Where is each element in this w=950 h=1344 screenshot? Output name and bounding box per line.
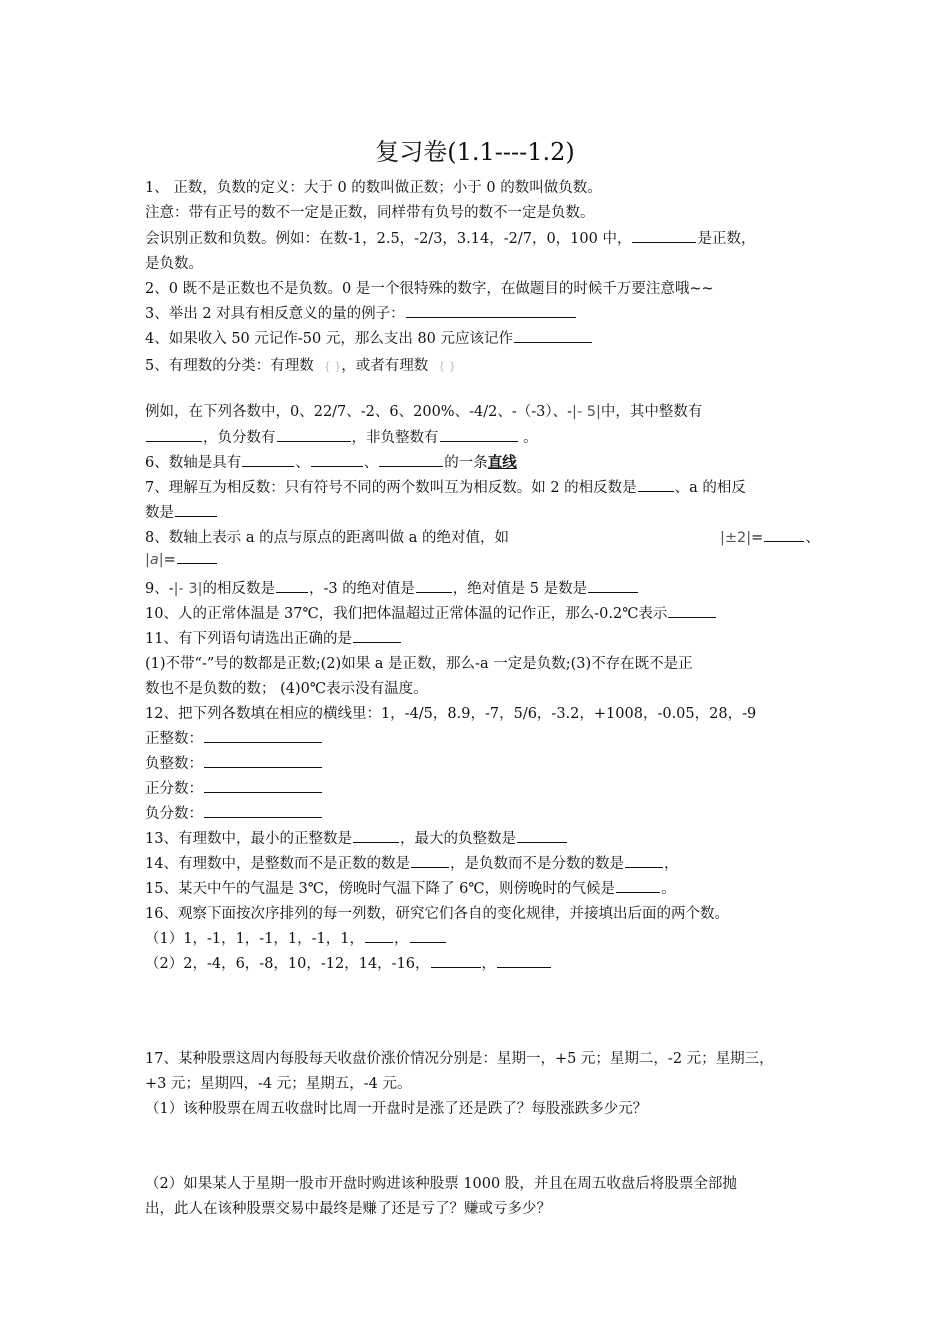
q12-row <box>145 727 323 748</box>
q1-line4: 是负数。 <box>145 256 203 272</box>
q6-sep-1: 、 <box>295 455 310 471</box>
q8-line1 <box>145 526 509 547</box>
q11-line2: (1)不带“-”号的数都是正数;(2)如果 a 是正数，那么-a 一定是负数;(3)不存在既不是正 <box>145 656 693 672</box>
q14-text-a: 14、有理数中，是整数而不是正数的数是 <box>145 856 410 872</box>
q16-comma: ， <box>481 956 497 972</box>
q16-comma: ， <box>394 931 409 947</box>
answer-blank[interactable] <box>764 540 804 542</box>
q2-line: 2、0 既不是正数也不是负数。0 是一个很特殊的数字，在做题目的时候千万要注意哦~~ <box>145 281 714 297</box>
q12-label: 负分数： <box>145 806 203 822</box>
q9-text-d: ，绝对值是 5 是数是 <box>452 581 588 597</box>
q12-label: 负整数： <box>145 756 203 772</box>
q1-line1: 1、 正数，负数的定义：大于 0 的数叫做正数；小于 0 的数叫做负数。 <box>145 180 602 196</box>
example-text-c: ，负分数有 <box>203 430 276 446</box>
q1-line2: 注意：带有正号的数不一定是正数，同样带有负号的数不一定是负数。 <box>145 205 595 221</box>
answer-blank[interactable] <box>440 440 518 442</box>
answer-blank[interactable] <box>311 465 363 467</box>
answer-blank[interactable] <box>277 440 351 442</box>
q13-text-b: ，最大的负整数是 <box>399 831 516 847</box>
q9-text-a: 9、- <box>145 581 174 597</box>
q17-part1: （1）该种股票在周五收盘时比周一开盘时是涨了还是跌了？每股涨跌多少元？ <box>145 1101 648 1117</box>
q1-line3-tail: 是正数， <box>697 231 756 247</box>
q16-seq-1 <box>145 927 447 948</box>
answer-blank[interactable] <box>514 341 592 343</box>
answer-blank[interactable] <box>365 941 393 943</box>
q6-sep-2: 、 <box>363 455 379 471</box>
answer-blank[interactable] <box>146 440 202 442</box>
q16-seq-1-text: （1）1，-1，1，-1，1，-1，1， <box>145 931 365 947</box>
q10-text: 10、人的正常体温是 37℃，我们把体温超过正常体温的记作正，那么-0.2℃表示 <box>145 606 668 622</box>
q8-sep: 、 <box>805 530 820 546</box>
q12-row <box>145 777 323 798</box>
answer-blank[interactable] <box>668 616 716 618</box>
q7-text-b: 、a 的相反 <box>674 480 746 496</box>
q7-line1 <box>145 476 746 497</box>
example-text-e: 。 <box>518 430 538 446</box>
answer-blank[interactable] <box>204 741 322 743</box>
q11-line1 <box>145 627 402 648</box>
q5-brace: { } <box>323 360 342 373</box>
page-title: 复习卷(1.1----1.2) <box>375 138 575 166</box>
q9-text-b: 的相反数是 <box>202 581 275 597</box>
q6-text-b: 的一条 <box>444 455 488 471</box>
q16-seq-2-text: （2）2，-4，6，-8，10，-12，14，-16， <box>145 956 430 972</box>
example-line2 <box>145 426 538 447</box>
q5-text-b: ，或者有理数 <box>341 358 429 374</box>
q7-text-a: 7、理解互为相反数：只有符号不同的两个数叫互为相反数。如 2 的相反数是 <box>145 480 637 496</box>
answer-blank[interactable] <box>242 465 294 467</box>
q17-part2-line1: （2）如果某人于星期一股市开盘时购进该种股票 1000 股，并且在周五收盘后将股票全部抛 <box>145 1176 737 1192</box>
q17-part2-line2: 出，此人在该种股票交易中最终是赚了还是亏了？赚或亏多少？ <box>145 1201 551 1217</box>
answer-blank[interactable] <box>353 841 399 843</box>
q16-seq-2 <box>145 952 552 973</box>
q3-line <box>145 302 577 323</box>
q11-text-a: 11、有下列语句请选出正确的是 <box>145 631 352 647</box>
q12-line: 12、把下列各数填在相应的横线里：1，-4/5，8.9，-7，5/6，-3.2，+1008，-0.05，28，-9 <box>145 706 757 722</box>
q14-text-b: ，是负数而不是分数的数是 <box>449 856 624 872</box>
answer-blank[interactable] <box>638 490 674 492</box>
example-text-d: ，非负整数有 <box>351 430 439 446</box>
answer-blank[interactable] <box>632 241 696 243</box>
answer-blank[interactable] <box>204 766 322 768</box>
abs-value-expr: |- 5| <box>572 404 601 420</box>
q4-line <box>145 327 593 348</box>
q8-line1-right <box>720 526 820 547</box>
q13-line <box>145 827 568 848</box>
q6-line <box>145 451 517 472</box>
q9-text-c: ，-3 的绝对值是 <box>308 581 415 597</box>
q1-line3-text: 会识别正数和负数。例如：在数-1，2.5，-2/3，3.14，-2/7，0，100 中， <box>145 231 632 247</box>
example-text-a: 例如，在下列各数中，0、22/7、-2、6、200%、-4/2、-（-3）、- <box>145 404 572 420</box>
q17-line2: +3 元；星期四，-4 元；星期五，-4 元。 <box>145 1076 412 1092</box>
abs-value-expr: |±2| <box>720 530 752 546</box>
answer-blank[interactable] <box>517 841 567 843</box>
q4-text: 4、如果收入 50 元记作-50 元，那么支出 80 元应该记作 <box>145 331 514 347</box>
answer-blank[interactable] <box>411 866 449 868</box>
q6-emphasis: 直线 <box>487 454 517 471</box>
q8-text-a: 8、数轴上表示 a 的点与原点的距离叫做 a 的绝对值，如 <box>145 530 509 546</box>
example-line1 <box>145 400 702 421</box>
q14-line <box>145 852 678 873</box>
abs-value-expr: |- 3| <box>173 581 203 597</box>
example-text-b: 中，其中整数有 <box>600 404 703 420</box>
answer-blank[interactable] <box>416 591 452 593</box>
abs-value-expr: |a| <box>145 552 164 568</box>
answer-blank[interactable] <box>431 966 481 968</box>
q5-brace-2: { } <box>438 360 456 373</box>
q15-text-a: 15、某天中午的气温是 3℃，傍晚时气温下降了 6℃，则傍晚时的气候是 <box>145 881 616 897</box>
answer-blank[interactable] <box>410 941 446 943</box>
q16-line: 16、观察下面按次序排列的每一列数，研究它们各自的变化规律，并接填出后面的两个数。 <box>145 906 729 922</box>
q15-line <box>145 877 676 898</box>
answer-blank[interactable] <box>379 465 443 467</box>
q12-row <box>145 752 323 773</box>
q6-text-a: 6、数轴是具有 <box>145 455 242 471</box>
q13-text-a: 13、有理数中，最小的正整数是 <box>145 831 352 847</box>
answer-blank[interactable] <box>497 966 551 968</box>
answer-blank[interactable] <box>175 515 217 517</box>
q11-line3: 数也不是负数的数； (4)0℃表示没有温度。 <box>145 681 428 697</box>
answer-blank[interactable] <box>406 316 576 318</box>
answer-blank[interactable] <box>204 816 322 818</box>
q17-line1: 17、某种股票这周内每股每天收盘价涨价情况分别是：星期一，+5 元；星期二，-2 元；星期三， <box>145 1051 774 1067</box>
q9-line <box>145 577 639 598</box>
answer-blank[interactable] <box>353 641 401 643</box>
answer-blank[interactable] <box>625 866 663 868</box>
q8-eq-2: = <box>163 552 176 568</box>
q12-label: 正分数： <box>145 781 203 797</box>
q5-line <box>145 354 456 375</box>
q3-text: 3、举出 2 对具有相反意义的量的例子： <box>145 306 405 322</box>
q12-row <box>145 802 323 823</box>
q7-text-c: 数是 <box>145 505 174 521</box>
q15-text-b: 。 <box>661 881 676 897</box>
q14-text-c: ， <box>663 856 679 872</box>
answer-blank[interactable] <box>177 562 217 564</box>
answer-blank[interactable] <box>588 591 638 593</box>
q12-label: 正整数： <box>145 731 203 747</box>
q7-line2 <box>145 501 218 522</box>
q1-line3 <box>145 227 755 248</box>
answer-blank[interactable] <box>276 591 308 593</box>
answer-blank[interactable] <box>204 791 322 793</box>
q8-eq: = <box>751 530 764 546</box>
answer-blank[interactable] <box>616 891 660 893</box>
q8-line2 <box>145 552 218 568</box>
q10-line <box>145 602 717 623</box>
q5-text-a: 5、有理数的分类：有理数 <box>145 358 314 374</box>
